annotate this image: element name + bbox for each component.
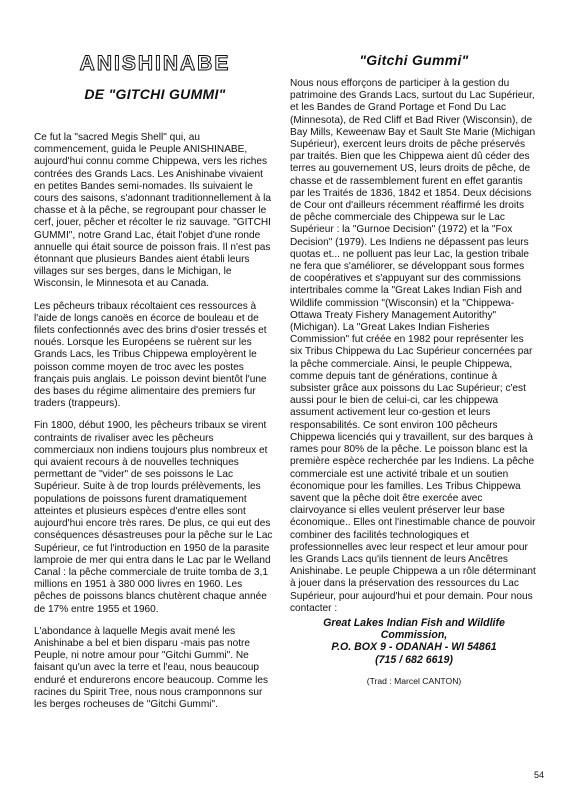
contact-phone: (715 / 682 6619) — [375, 653, 453, 666]
left-paragraph-4: L'abondance à laquelle Megis avait mené les Anishinabe a bel et bien disparu -mais pas notre Peuple, ni notre amour pour "Gitchi Gummi". Ne faisant qu'un avec la terre et l'eau, nous beaucoup enduré et endurerons encore beaucoup. Comme les racines du Spirit Tree, nous nous cramponnons sur les berges rocheuses de "Gitchi Gummi". — [34, 625, 268, 710]
section-title: "Gitchi Gummi" — [359, 52, 469, 68]
left-column — [34, 52, 276, 721]
translator-credit: (Trad : Marcel CANTON) — [366, 675, 462, 686]
contact-line-1: Great Lakes Indian Fish and Wildlife — [323, 616, 505, 629]
contact-address: P.O. BOX 9 - ODANAH - WI 54861 — [331, 641, 497, 654]
contact-line-2: Commission, — [380, 629, 448, 642]
left-paragraph-1: Ce fut la "sacred Megis Shell" qui, au commencement, guida le Peuple ANISHINABE, aujourd'hui connu comme Chippewa, vers les riches contrées des Grands Lacs. Les Anishinabe vivaient en petites Bandes semi-nomades. Ils suivaient le cours des saisons, s'adonnant traditionnellement à la chasse et à la pêche, se regroupant pour chasser le cerf, jouer, pêcher et récolter le riz sauvage. "GITCHI GUMMI", notre Grand Lac, était l'objet d'une ronde annuelle qui était source de poisson frais. Il n'est pas étonnant que plusieurs Bandes aient établi leurs villages sur ses berges, dans le Michigan, le Wisconsin, le Minnesota et au Canada. — [34, 132, 272, 290]
right-paragraph: Nous nous efforçons de participer à la gestion du patrimoine des Grands Lacs, surtout du Lac Supérieur, et les Bandes de Grand Portage et Fond Du Lac (Minnesota), de Red Cliff et Bad River (Wisconsin), de Bay Mills, Keweenaw Bay et Sault Ste Marie (Michigan Supérieur), exercent leurs droits de pêche préservés par traités. Bien que les Chippewa aient dû céder des terres au gouvernement US, leurs droits de pêche, de chasse et de rassemblement furent en effet garantis par les Traités de 1836, 1842 et 1854. Deux décisions de Cour ont d'ailleurs récemment réaffirmé les droits de pêche commerciale des Chippewa sur le Lac Supérieur : la "Gurnoe Decision" (1972) et la "Fox Decision" (1979). Les Indiens ne dépassent pas leurs quotas et... ne polluent pas leur Lac, la gestion tribale ne fera que s'améliorer, se développant sous formes de coopératives et s'appuyant sur des commissions intertribales comme la "Great Lakes Indian Fish and Wildlife commission "(Wisconsin) et la "Chippewa-Ottawa Treaty Fishery Management Autorithy" (Michigan). La "Great Lakes Indian Fisheries Commission" fut créée en 1982 pour représenter les six Tribus Chippewa du Lac Supérieur concernées par la pêche commerciale. Ainsi, le peuple Chippewa, comme depuis tant de générations, continue à subsister grâce aux poissons du Lac Supérieur; c'est aussi pour le bien de celui-ci, car les chippewa assument activement leur co-gestion et leurs responsabilités. Ce sont environ 100 pêcheurs Chippewa licenciés qui y travaillent, sur des barques à rames pour 80% de la pêche. Le poisson blanc est la première espèce recherchée par les Indiens. La pêche commerciale est une activité tribale et un soutien économique pour les familles. Les Tribus Chippewa savent que la pêche doit être exercée avec clairvoyance si elles veulent préserver leur base économique.. Elles ont l'inestimable chance de pouvoir combiner des facilités technologiques et professionnelles avec leur respect et leur amour pour les Grands Lacs qu'ils tiennent de leurs Ancêtres Anishinabe. Le peuple Chippewa a un rôle déterminant à jouer dans la préservation des ressources du Lac Supérieur, pour aujourd'hui et pour demain. Pour nous contacter : — [290, 78, 536, 614]
article-title: ANISHINABE — [79, 52, 231, 75]
article-subtitle: DE "GITCHI GUMMI" — [84, 86, 226, 102]
contact-block — [290, 617, 538, 666]
page-number: 54 — [533, 770, 544, 780]
left-paragraph-3: Fin 1800, début 1900, les pêcheurs tribaux se virent contraints de rivaliser avec les pêcheurs commerciaux non indiens toujours plus nombreux et qui avaient recours à de nouvelles techniques permettant de "vider" de ses poissons le Lac Supérieur. Suite à de trop lourds prélèvements, les populations de poissons furent dramatiquement atteintes et plusieurs espèces d'entre elles sont aujourd'hui encore très rares. De plus, ce qui eut des conséquences désastreuses pour la pêche sur le Lac Supérieur, ce fut l'introduction en 1950 de la parasite lamproie de mer qui entra dans le Lac par le Welland Canal : la pêche commerciale de truite tomba de 3,1 millions en 1951 à 380 000 livres en 1960. Les pêches de poissons blancs chutèrent chaque année de 17% entre 1955 et 1960. — [34, 420, 273, 615]
left-paragraph-2: Les pêcheurs tribaux récoltaient ces ressources à l'aide de longs canoës en écorce de bouleau et de filets confectionnés avec des brins d'osier tressés et noués. Lorsque les Européens se ruèrent sur les Grands Lacs, les Tribus Chippewa employèrent le poisson comme moyen de troc avec les postes français puis anglais. Le poisson devint bientôt l'une des bases du régime alimentaire des premiers fur traders (trappeurs). — [34, 300, 267, 410]
right-column — [290, 52, 538, 686]
